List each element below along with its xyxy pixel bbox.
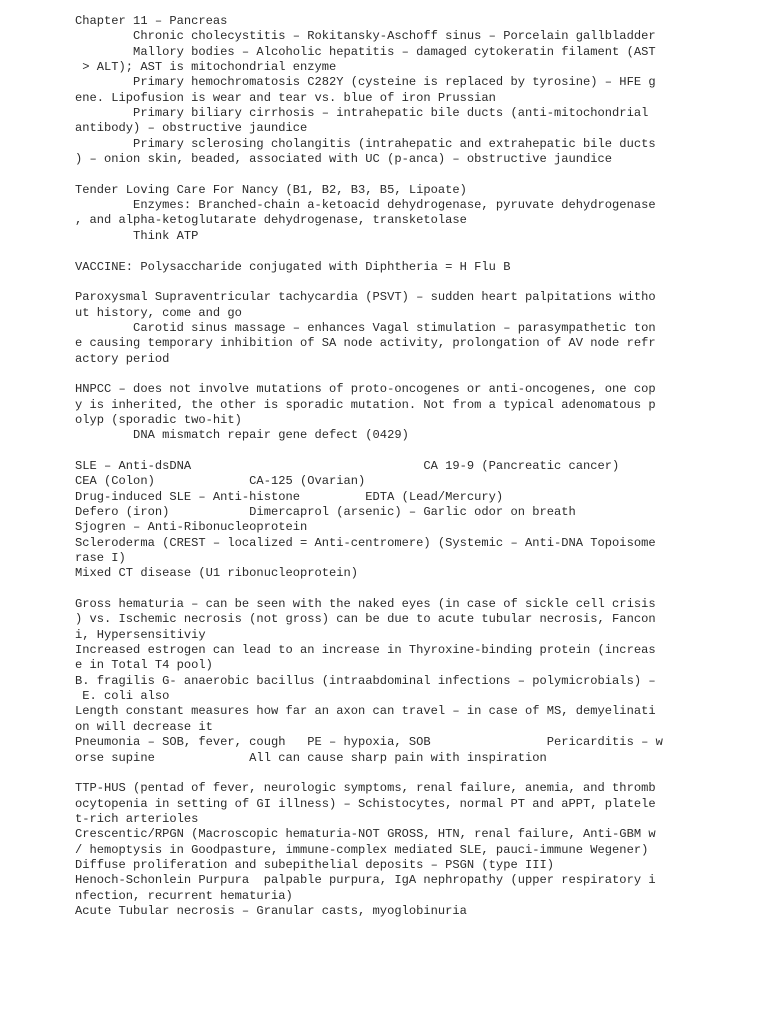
text-line: antibody) – obstructive jaundice — [75, 121, 308, 136]
text-line: Enzymes: Branched-chain a-ketoacid dehydrogenase, pyruvate dehydrogenase — [75, 198, 656, 213]
text-line: Think ATP — [75, 228, 199, 243]
blank-line — [75, 582, 675, 597]
text-line: SLE – Anti-dsDNA CA 19-9 (Pancreatic cancer) — [75, 458, 620, 473]
text-line: i, Hypersensitiviy — [75, 627, 206, 642]
blank-line — [75, 444, 675, 459]
text-line: Sjogren – Anti-Ribonucleoprotein — [75, 520, 308, 535]
blank-line — [75, 766, 675, 781]
text-line: Primary sclerosing cholangitis (intrahepatic and extrahepatic bile ducts — [75, 136, 656, 151]
text-line: Length constant measures how far an axon can travel – in case of MS, demyelinati — [75, 704, 656, 719]
text-line: DNA mismatch repair gene defect (0429) — [75, 428, 409, 443]
text-line: ) – onion skin, beaded, associated with UC (p-anca) – obstructive jaundice — [75, 152, 613, 167]
text-line: t-rich arterioles — [75, 811, 199, 826]
text-line: / hemoptysis in Goodpasture, immune-complex mediated SLE, pauci-immune Wegener) — [75, 842, 649, 857]
text-line: nfection, recurrent hematuria) — [75, 888, 293, 903]
text-line: ene. Lipofusion is wear and tear vs. blue of iron Prussian — [75, 90, 496, 105]
text-line: ) vs. Ischemic necrosis (not gross) can be due to acute tubular necrosis, Fancon — [75, 612, 656, 627]
text-line: olyp (sporadic two-hit) — [75, 412, 242, 427]
text-line: > ALT); AST is mitochondrial enzyme — [75, 60, 337, 75]
text-line: ut history, come and go — [75, 305, 242, 320]
text-line: Tender Loving Care For Nancy (B1, B2, B3, B5, Lipoate) — [75, 182, 467, 197]
text-line: Scleroderma (CREST – localized = Anti-centromere) (Systemic – Anti-DNA Topoisome — [75, 535, 656, 550]
text-line: Drug-induced SLE – Anti-histone EDTA (Lead/Mercury) — [75, 489, 504, 504]
text-line: e causing temporary inhibition of SA node activity, prolongation of AV node refr — [75, 336, 656, 351]
text-line: E. coli also — [75, 689, 170, 704]
text-line: Chapter 11 – Pancreas — [75, 14, 228, 28]
text-line: Henoch-Schonlein Purpura palpable purpura, IgA nephropathy (upper respiratory i — [75, 873, 656, 888]
text-line: rase I) — [75, 551, 126, 566]
text-line: TTP-HUS (pentad of fever, neurologic symptoms, renal failure, anemia, and thromb — [75, 781, 656, 796]
text-line: Paroxysmal Supraventricular tachycardia (PSVT) – sudden heart palpitations witho — [75, 290, 656, 305]
text-line: Carotid sinus massage – enhances Vagal stimulation – parasympathetic ton — [75, 320, 656, 335]
text-line: orse supine All can cause sharp pain with inspiration — [75, 750, 547, 765]
text-line: CEA (Colon) CA-125 (Ovarian) — [75, 474, 366, 489]
text-line: Gross hematuria – can be seen with the naked eyes (in case of sickle cell crisis — [75, 597, 656, 612]
text-line: on will decrease it — [75, 719, 213, 734]
text-line: Mixed CT disease (U1 ribonucleoprotein) — [75, 566, 359, 581]
text-line: Primary biliary cirrhosis – intrahepatic bile ducts (anti-mitochondrial — [75, 106, 649, 121]
blank-line — [75, 275, 675, 290]
blank-line — [75, 244, 675, 259]
text-line: Mallory bodies – Alcoholic hepatitis – damaged cytokeratin filament (AST — [75, 44, 656, 59]
text-line: actory period — [75, 351, 170, 366]
text-line: Acute Tubular necrosis – Granular casts, myoglobinuria — [75, 903, 467, 918]
text-line: Defero (iron) Dimercaprol (arsenic) – Garlic odor on breath — [75, 505, 576, 519]
text-line: Crescentic/RPGN (Macroscopic hematuria-NOT GROSS, HTN, renal failure, Anti-GBM w — [75, 827, 656, 842]
blank-line — [75, 167, 675, 182]
text-line: e in Total T4 pool) — [75, 658, 213, 673]
blank-line — [75, 367, 675, 382]
text-line: , and alpha-ketoglutarate dehydrogenase, transketolase — [75, 213, 467, 228]
text-line: Primary hemochromatosis C282Y (cysteine is replaced by tyrosine) – HFE g — [75, 75, 656, 90]
text-line: B. fragilis G- anaerobic bacillus (intraabdominal infections – polymicrobials) – — [75, 673, 656, 688]
text-line: y is inherited, the other is sporadic mutation. Not from a typical adenomatous p — [75, 397, 656, 412]
document-page — [75, 14, 675, 919]
text-line: Chronic cholecystitis – Rokitansky-Aschoff sinus – Porcelain gallbladder — [75, 29, 656, 44]
text-line: Increased estrogen can lead to an increase in Thyroxine-binding protein (increas — [75, 643, 656, 658]
text-line: VACCINE: Polysaccharide conjugated with Diphtheria = H Flu B — [75, 259, 511, 274]
text-line: ocytopenia in setting of GI illness) – Schistocytes, normal PT and aPPT, platele — [75, 796, 656, 811]
text-line: Diffuse proliferation and subepithelial deposits – PSGN (type III) — [75, 857, 554, 872]
text-line: Pneumonia – SOB, fever, cough PE – hypoxia, SOB Pericarditis – w — [75, 735, 663, 750]
text-line: HNPCC – does not involve mutations of proto-oncogenes or anti-oncogenes, one cop — [75, 382, 656, 397]
